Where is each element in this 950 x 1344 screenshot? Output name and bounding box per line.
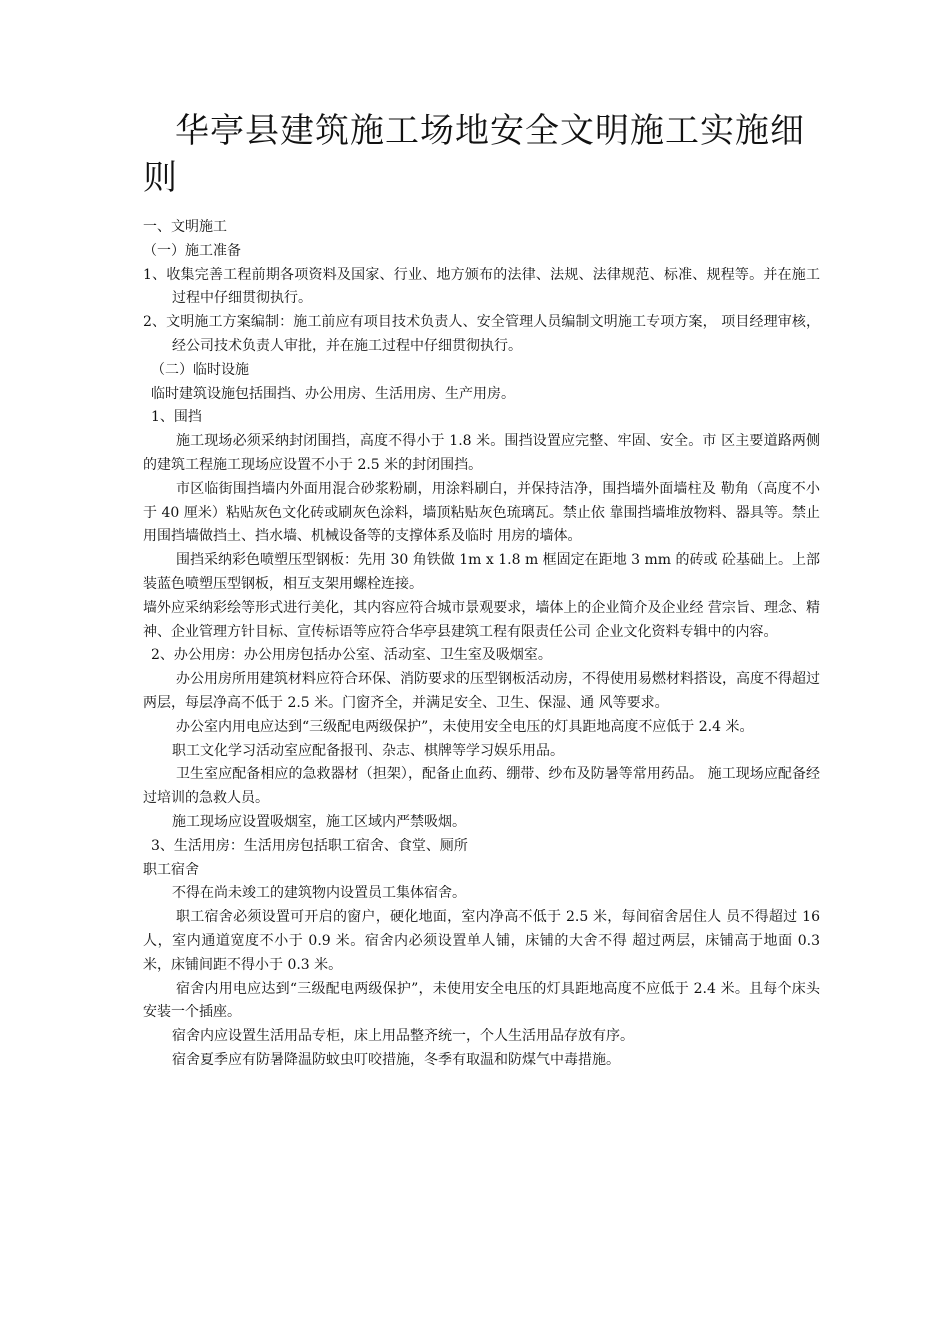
body-paragraph: 墙外应采纳彩绘等形式进行美化，其内容应符合城市景观要求，墙体上的企业简介及企业经 营宗旨、理念、精神、企业管理方针目标、宣传标语等应符合华亭县建筑工程有限责任公司 企业文化资料专辑中的内容。	[143, 599, 820, 640]
subheading: 职工宿舍	[143, 861, 199, 878]
body-paragraph: 宿舍内用电应达到“三级配电两级保护”，未使用安全电压的灯具距地高度不应低于 2.4 米。且每个床头安装一个插座。	[143, 980, 820, 1021]
body-paragraph: 宿舍内应设置生活用品专柜，床上用品整齐统一，个人生活用品存放有序。	[172, 1028, 634, 1045]
body-paragraph: 职工宿舍必须设置可开启的窗户，硬化地面，室内净高不低于 2.5 米，每间宿舍居住人 员不得超过 16 人，室内通道宽度不小于 0.9 米。宿舍内必须设置单人铺，床铺的大舍不得 超过两层，床铺高于地面 0.3 米，床铺间距不得小于 0.3 米。	[143, 909, 825, 973]
body-paragraph: 办公用房所用建筑材料应符合环保、消防要求的压型钢板活动房，不得使用易燃材料搭设，高度不得超过两层，每层净高不低于 2.5 米。门窗齐全，并满足安全、卫生、保湿、通 风等要求。	[143, 671, 820, 711]
body-paragraph: 不得在尚未竣工的建筑物内设置员工集体宿舍。	[172, 885, 466, 902]
item-heading: 2、办公用房：办公用房包括办公室、活动室、卫生室及吸烟室。	[151, 647, 552, 664]
body-paragraph: 卫生室应配备相应的急救器材（担架），配备止血药、绷带、纱布及防暑等常用药品。 施工现场应配备经过培训的急救人员。	[143, 766, 820, 807]
body-paragraph: 施工现场应设置吸烟室，施工区域内严禁吸烟。	[172, 813, 466, 830]
document-title: 华亭县建筑施工场地安全文明施工实施细则	[143, 111, 805, 198]
body-paragraph: 宿舍夏季应有防暑降温防蚊虫叮咬措施，冬季有取温和防煤气中毒措施。	[172, 1051, 620, 1068]
subsection-heading: （二）临时设施	[151, 361, 249, 378]
body-paragraph: 市区临街围挡墙内外面用混合砂浆粉刷，用涂料刷白，并保持洁净，围挡墙外面墙柱及 勒角（高度不小于 40 厘米）粘贴灰色文化砖或刷灰色涂料，墙顶粘贴灰色琉璃瓦。禁止依 靠围挡墙堆放物料、器具等。禁止用围挡墙做挡土、挡水墙、机械设备等的支撑体系及临时 用房的墙体。	[143, 480, 820, 545]
item-heading: 1、围挡	[151, 409, 202, 426]
section-heading: 一、文明施工	[143, 219, 227, 235]
item-heading: 3、生活用房：生活用房包括职工宿舍、食堂、厕所	[151, 837, 468, 854]
document-page	[143, 108, 825, 1073]
body-paragraph: 办公室内用电应达到“三级配电两级保护”，未使用安全电压的灯具距地高度不应低于 2.4 米。	[176, 718, 754, 735]
numbered-paragraph: 1、收集完善工程前期各项资料及国家、行业、地方颁布的法律、法规、法律规范、标准、规程等。并在施工过程中仔细贯彻执行。	[143, 266, 820, 307]
body-paragraph: 临时建筑设施包括围挡、办公用房、生活用房、生产用房。	[151, 385, 515, 402]
subsection-heading: （一）施工准备	[143, 242, 241, 259]
body-paragraph: 职工文化学习活动室应配备报刊、杂志、棋牌等学习娱乐用品。	[172, 742, 564, 759]
body-paragraph: 围挡采纳彩色喷塑压型钢板：先用 30 角铁做 1m x 1.8 m 框固定在距地 3 mm 的砖或 砼基础上。上部装蓝色喷塑压型钢板，相互支架用螺栓连接。	[143, 552, 820, 592]
body-paragraph: 施工现场必须采纳封闭围挡，高度不得小于 1.8 米。围挡设置应完整、牢固、安全。市 区主要道路两侧的建筑工程施工现场应设置不小于 2.5 米的封闭围挡。	[143, 433, 820, 473]
numbered-paragraph: 2、文明施工方案编制：施工前应有项目技术负责人、安全管理人员编制文明施工专项方案， 项目经理审核，经公司技术负责人审批，并在施工过程中仔细贯彻执行。	[143, 314, 820, 354]
